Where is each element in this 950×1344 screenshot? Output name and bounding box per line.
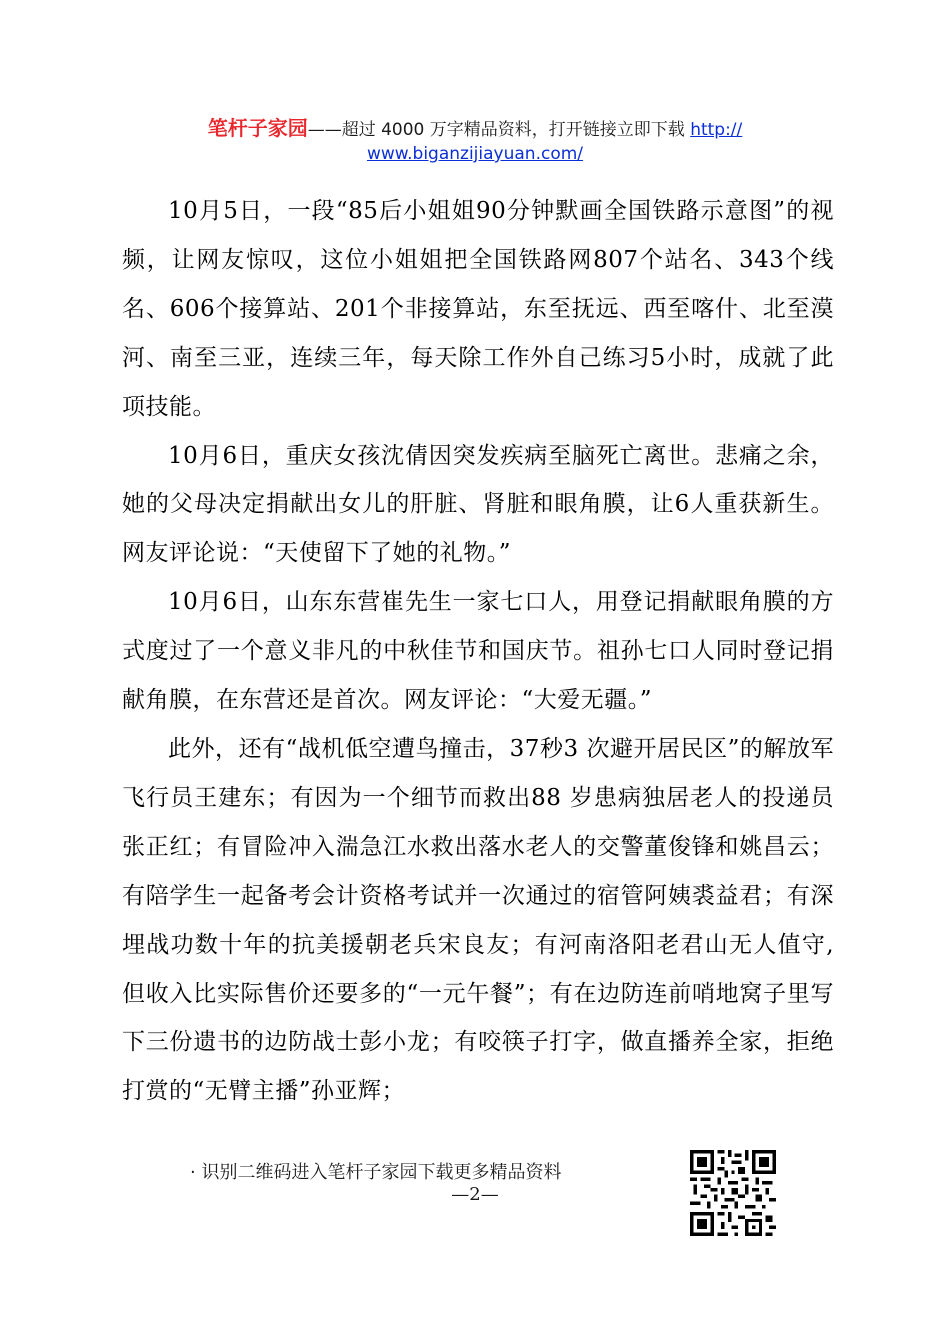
- download-link-domain[interactable]: www.biganzijiayuan.com/: [366, 144, 584, 164]
- paragraph-heroes-list: 此外，还有“战机低空遭鸟撞击，37秒3 次避开居民区”的解放军飞行员王建东；有因为一个细节而救出88 岁患病独居老人的投递员张正红；有冒险冲入湍急江水救出落水老人的交警董俊锋和姚昌云；有陪学生一起备考会计资格考试并一次通过的宿管阿姨裘益君；有深埋战功数十年的抗美援朝老兵宋良友；有河南洛阳老君山无人值守,但收入比实际售价还要多的“一元午餐”；有在边防连前哨地窝子里写下三份遗书的边防战士彭小龙；有咬筷子打字，做直播养全家，拒绝打赏的“无臂主播”孙亚辉；: [122, 735, 834, 1105]
- footer-qr-caption: · 识别二维码进入笔杆子家园下载更多精品资料: [190, 1162, 562, 1183]
- page-number: —2—: [451, 1184, 499, 1205]
- header-line-1: [0, 116, 950, 142]
- paragraph-railway-map: 10月5日，一段“85后小姐姐90分钟默画全国铁路示意图”的视频，让网友惊叹，这位小姐姐把全国铁路网807个站名、343个线名、606个接算站、201个非接算站，东至抚远、西至喀什、北至漠河、南至三亚，连续三年，每天除工作外自己练习5小时，成就了此项技能。: [122, 198, 834, 420]
- qr-code-icon[interactable]: [690, 1150, 776, 1236]
- page-header: [0, 116, 950, 166]
- header-line-2: [0, 142, 950, 166]
- download-link-protocol[interactable]: http://: [690, 120, 743, 140]
- paragraph-organ-donation: 10月6日，重庆女孩沈倩因突发疾病至脑死亡离世。悲痛之余，她的父母决定捐献出女儿的肝脏、肾脏和眼角膜，让6人重获新生。网友评论说：“天使留下了她的礼物。”: [122, 442, 834, 567]
- brand-name[interactable]: 笔杆子家园: [207, 116, 308, 140]
- paragraph-cornea-donation: 10月6日，山东东营崔先生一家七口人，用登记捐献眼角膜的方式度过了一个意义非凡的中秋佳节和国庆节。祖孙七口人同时登记捐献角膜，在东营还是首次。网友评论：“大爱无疆。”: [122, 589, 834, 714]
- header-tagline: ——超过 4000 万字精品资料，打开链接立即下载: [307, 120, 691, 140]
- document-body: [122, 187, 834, 1116]
